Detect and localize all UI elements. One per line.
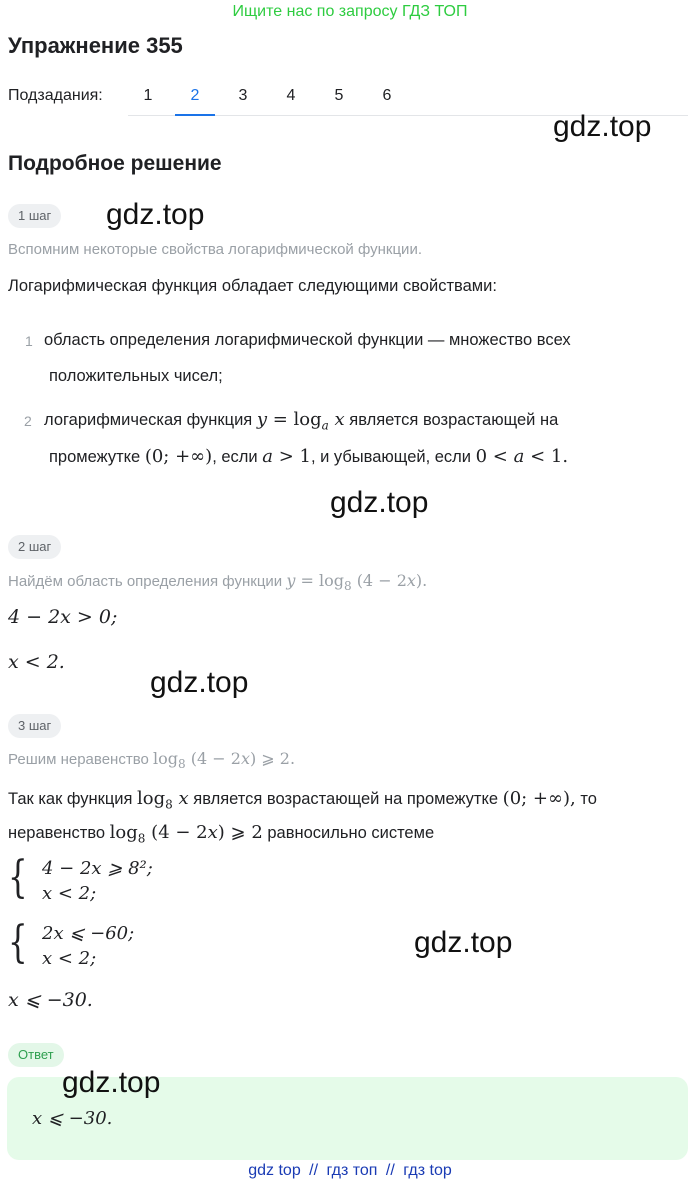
subtask-tab-5[interactable]: 5: [334, 87, 344, 104]
step-2-hint-text: Найдём область определения функции: [8, 573, 283, 590]
subtask-tab-6[interactable]: 6: [382, 87, 392, 104]
system-line: x < 2;: [42, 883, 97, 904]
footer-separator: //: [385, 1162, 395, 1179]
footer-link[interactable]: gdz top: [248, 1162, 301, 1179]
watermark: gdz.top: [62, 1066, 161, 1099]
watermark: gdz.top: [150, 666, 249, 699]
step-3-line-1: Так как функция $\log_8 x$ является возрастающей на промежутке (0; +∞), то: [8, 788, 597, 812]
property-2-text: является возрастающей на: [349, 411, 559, 429]
system-line: x < 2;: [42, 948, 97, 969]
step-3-hint: [8, 749, 295, 771]
step-3-text: равносильно системе: [267, 824, 435, 842]
inequality-system: [8, 852, 153, 906]
property-2-line-1: [44, 410, 558, 436]
step-3-hint-text: Решим неравенство: [8, 751, 149, 768]
step-1-badge: 1 шаг: [8, 204, 61, 228]
interval: (0; +∞),: [502, 788, 576, 809]
subtask-tab-1[interactable]: 1: [143, 87, 153, 104]
step-3-text: Так как функция: [8, 790, 133, 808]
answer-value: x ⩽ −30.: [32, 1108, 113, 1129]
watermark: gdz.top: [330, 486, 429, 519]
subtask-tab-2[interactable]: 2: [175, 78, 215, 116]
property-2-text: промежутке: [49, 448, 141, 466]
formula-log8-x: $\log_8 x$: [137, 788, 189, 812]
subtasks-label: Подзадания:: [8, 87, 103, 104]
solution-title: Подробное решение: [8, 152, 222, 175]
step-3-text: является возрастающей на промежутке: [193, 790, 499, 808]
equation: 4 − 2x > 0;: [8, 606, 118, 628]
watermark: gdz.top: [553, 110, 652, 143]
formula-domain: $y = \log_8 (4 - 2x)$.: [286, 571, 428, 594]
step-1-intro: Логарифмическая функция обладает следующими свойствами:: [8, 277, 497, 295]
list-number: 1: [25, 333, 33, 349]
property-2-text: , и убывающей, если: [310, 448, 472, 466]
condition-a-gt-1: a > 1: [262, 446, 311, 467]
watermark: gdz.top: [414, 926, 513, 959]
footer-links: [0, 1162, 700, 1180]
interval: (0; +∞): [144, 446, 213, 467]
property-2-text: , если: [212, 448, 258, 466]
brace-icon: {: [8, 852, 28, 903]
top-banner: Ищите нас по запросу ГДЗ ТОП: [232, 3, 468, 20]
formula-log-a-x: $y = \log_a x$: [256, 409, 345, 433]
list-number: 2: [24, 413, 32, 429]
footer-link[interactable]: гдз топ: [326, 1162, 378, 1179]
formula-inequality: $\log_8 (4 - 2x)$ ⩾ 2.: [153, 749, 296, 772]
property-1-line-2: положительных чисел;: [49, 367, 223, 385]
step-3-badge: 3 шаг: [8, 714, 61, 738]
result: x ⩽ −30.: [8, 989, 93, 1011]
property-2-line-2: [49, 447, 568, 467]
step-1-hint: Вспомним некоторые свойства логарифмической функции.: [8, 241, 422, 258]
step-3-text: неравенство: [8, 824, 106, 842]
subtask-tab-3[interactable]: 3: [238, 87, 248, 104]
step-2-hint: [8, 571, 427, 593]
condition-a-range: 0 < a < 1.: [475, 446, 569, 467]
page-title: Упражнение 355: [8, 33, 183, 58]
brace-icon: {: [8, 917, 28, 968]
equation: x < 2.: [8, 651, 65, 673]
watermark: gdz.top: [106, 198, 205, 231]
property-2-text: логарифмическая функция: [44, 411, 253, 429]
inequality-system: [8, 917, 135, 971]
subtask-tab-4[interactable]: 4: [286, 87, 296, 104]
property-1-line-1: область определения логарифмической функции — множество всех: [44, 331, 571, 349]
footer-separator: //: [309, 1162, 319, 1179]
system-line: 2x ⩽ −60;: [42, 923, 135, 944]
step-3-line-2: [8, 823, 434, 849]
answer-badge: Ответ: [8, 1043, 64, 1067]
system-line: 4 − 2x ⩾ 8²;: [42, 858, 153, 879]
formula-inequality: $\log_8 (4 - 2x)$ ⩾ 2: [109, 822, 263, 846]
step-2-badge: 2 шаг: [8, 535, 61, 559]
footer-link[interactable]: гдз top: [403, 1162, 452, 1179]
